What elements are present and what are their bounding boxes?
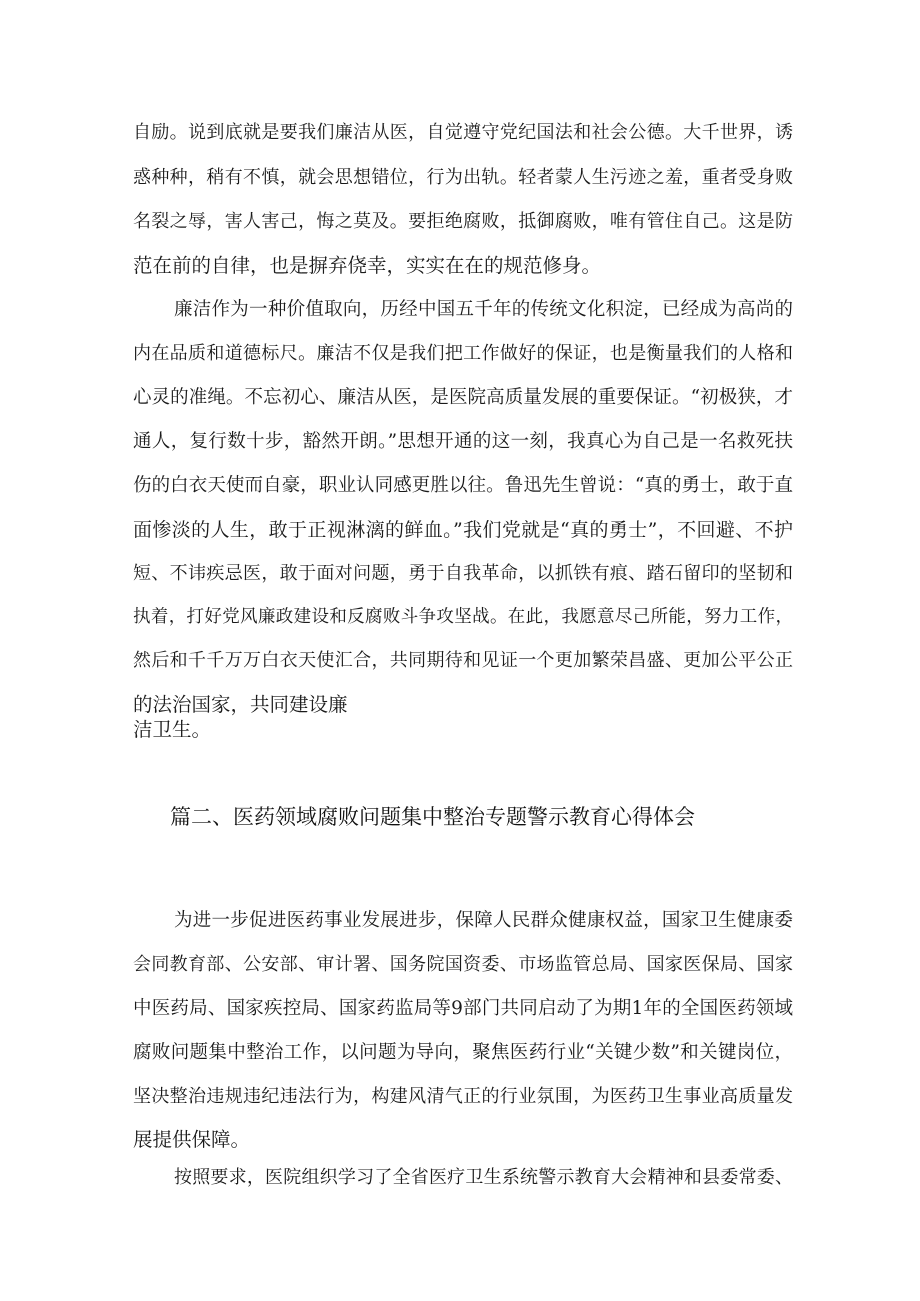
text-line: 展提供保障。 [133, 1128, 251, 1151]
text-line: 中医药局、国家疾控局、国家药监局等9部门共同启动了为期1年的全国医药领域 [133, 998, 793, 1019]
text-line: 惑种种，稍有不慎，就会思想错位，行为出轨。轻者蒙人生污迹之羞，重者受身败 [133, 167, 793, 188]
text-line: 会同教育部、公安部、审计署、国务院国资委、市场监管总局、国家医保局、国家 [133, 954, 793, 975]
text-line: 为进一步促进医药事业发展进步，保障人民群众健康权益，国家卫生健康委 [174, 910, 793, 931]
section-heading: 篇二、医药领域腐败问题集中整治专题警示教育心得体会 [170, 805, 695, 829]
text-line: 廉洁作为一种价值取向，历经中国五千年的传统文化积淀，已经成为高尚的 [174, 299, 793, 320]
text-line: 通人，复行数十步，豁然开朗。”思想开通的这一刻，我真心为自己是一名救死扶 [133, 431, 793, 452]
text-line: 的法治国家，共同建设廉 [133, 693, 348, 716]
text-line: 面惨淡的人生，敢于正视淋漓的鲜血。”我们党就是“真的勇士”，不回避、不护 [133, 519, 793, 541]
text-line: 坚决整治违规违纪违法行为，构建风清气正的行业氛围，为医药卫生事业高质量发 [133, 1086, 793, 1107]
text-line: 洁卫生。 [133, 718, 212, 741]
text-line: 内在品质和道德标尺。廉洁不仅是我们把工作做好的保证，也是衡量我们的人格和 [133, 343, 793, 364]
text-line: 伤的白衣天使而自豪，职业认同感更胜以往。鲁迅先生曾说：“真的勇士，敢于直 [133, 475, 793, 496]
text-line: 执着，打好党风廉政建设和反腐败斗争攻坚战。在此，我愿意尽己所能，努力工作， [133, 607, 793, 627]
text-line: 短、不讳疾忌医，敢于面对问题，勇于自我革命，以抓铁有痕、踏石留印的坚韧和 [133, 563, 793, 584]
text-line: 名裂之辱，害人害己，悔之莫及。要拒绝腐败，抵御腐败，唯有管住自己。这是防 [133, 211, 793, 232]
text-line: 按照要求，医院组织学习了全省医疗卫生系统警示教育大会精神和县委常委、 [174, 1167, 793, 1188]
text-line: 范在前的自律，也是摒弃侥幸，实实在在的规范修身。 [133, 254, 602, 277]
text-line: 心灵的准绳。不忘初心、廉洁从医，是医院高质量发展的重要保证。“初极狭，才 [133, 387, 793, 408]
text-line: 腐败问题集中整治工作，以问题为导向，聚焦医药行业“关键少数”和关键岗位， [133, 1042, 793, 1063]
text-line: 自励。说到底就是要我们廉洁从医，自觉遵守党纪国法和社会公德。大千世界，诱 [133, 122, 793, 143]
text-line: 然后和千千万万白衣天使汇合，共同期待和见证一个更加繁荣昌盛、更加公平公正 [133, 650, 793, 671]
